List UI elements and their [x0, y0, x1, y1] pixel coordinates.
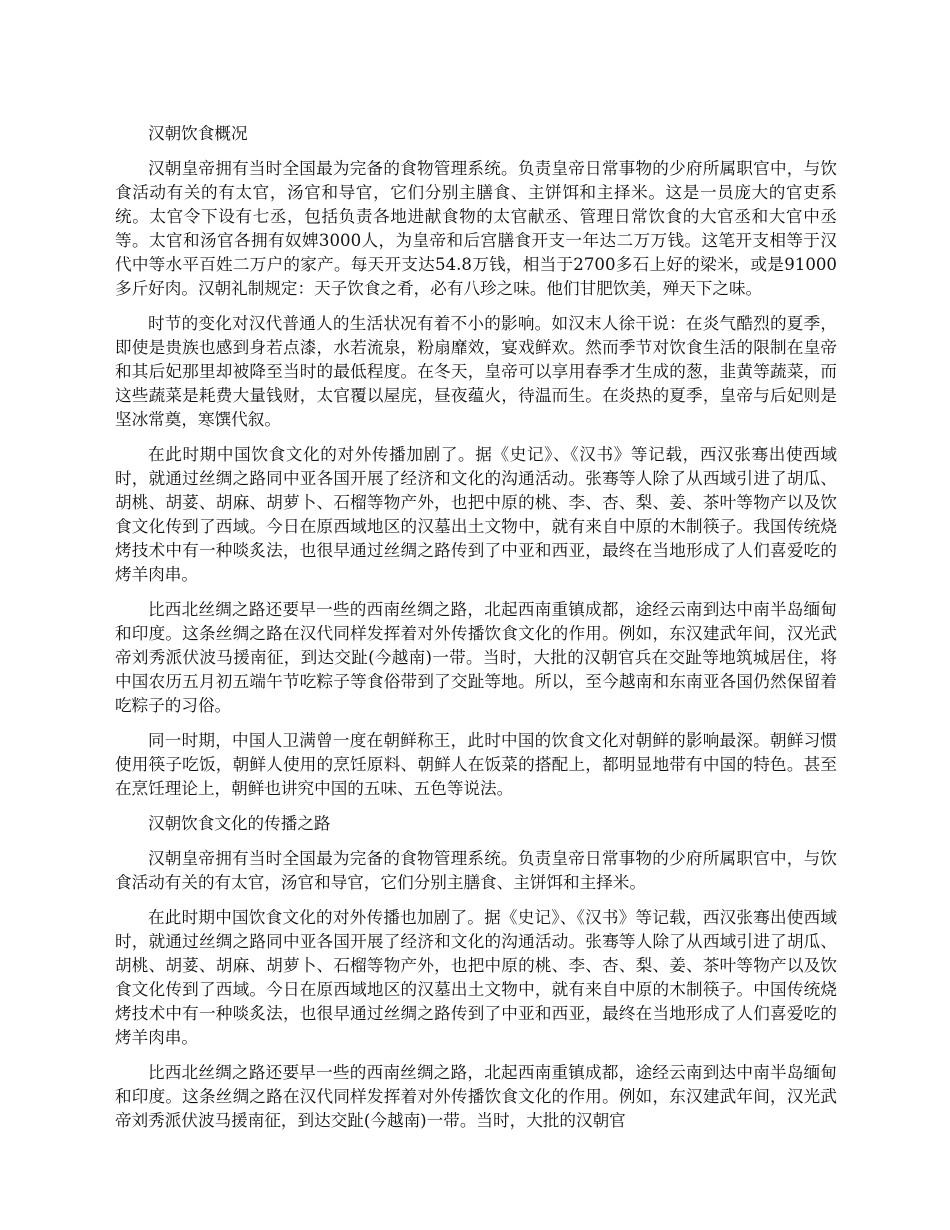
section-title-spread: 汉朝饮食文化的传播之路	[148, 814, 331, 833]
section-title-overview: 汉朝饮食概况	[148, 124, 248, 143]
paragraph-silk-road-southwest: 比西北丝绸之路还要早一些的西南丝绸之路，北起西南重镇成都，途经云南到达中南半岛缅甸和印度。这条丝绸之路在汉代同样发挥着对外传播饮食文化的作用。例如，东汉建武年间，汉光武帝刘秀派伏波马援南征，到达交趾(今越南)一带。当时，大批的汉朝官兵在交趾等地筑城居住，将中国农历五月初五端午节吃粽子等食俗带到了交趾等地。所以，至今越南和东南亚各国仍然保留着吃粽子的习俗。	[115, 600, 837, 715]
paragraph-silk-road-northwest: 在此时期中国饮食文化的对外传播加剧了。据《史记》、《汉书》等记载，西汉张骞出使西域时，就通过丝绸之路同中亚各国开展了经济和文化的沟通活动。张骞等人除了从西域引进了胡瓜、胡桃、胡荽、胡麻、胡萝卜、石榴等物产外，也把中原的桃、李、杏、梨、姜、茶叶等物产以及饮食文化传到了西域。今日在原西域地区的汉墓出土文物中，就有来自中原的木制筷子。我国传统烧烤技术中有一种啖炙法，也很早通过丝绸之路传到了中亚和西亚，最终在当地形成了人们喜爱吃的烤羊肉串。	[115, 445, 837, 584]
document-page	[115, 122, 837, 1144]
paragraph-silk-road-southwest-repeat: 比西北丝绸之路还要早一些的西南丝绸之路，北起西南重镇成都，途经云南到达中南半岛缅甸和印度。这条丝绸之路在汉代同样发挥着对外传播饮食文化的作用。例如，东汉建武年间，汉光武帝刘秀派伏波马援南征，到达交趾(今越南)一带。当时，大批的汉朝官	[115, 1063, 837, 1130]
paragraph-silk-road-northwest-repeat: 在此时期中国饮食文化的对外传播也加剧了。据《史记》、《汉书》等记载，西汉张骞出使西域时，就通过丝绸之路同中亚各国开展了经济和文化的沟通活动。张骞等人除了从西域引进了胡瓜、胡桃、胡荽、胡麻、胡萝卜、石榴等物产外，也把中原的桃、李、杏、梨、姜、茶叶等物产以及饮食文化传到了西域。今日在原西域地区的汉墓出土文物中，就有来自中原的木制筷子。中国传统烧烤技术中有一种啖炙法，也很早通过丝绸之路传到了中亚和西亚，最终在当地形成了人们喜爱吃的烤羊肉串。	[115, 908, 837, 1047]
paragraph-imperial-food-system: 汉朝皇帝拥有当时全国最为完备的食物管理系统。负责皇帝日常事物的少府所属职官中，与饮食活动有关的有太官，汤官和导官，它们分别主膳食、主饼饵和主择米。这是一员庞大的官吏系统。太官令下设有七丞，包括负责各地进献食物的太官献丞、管理日常饮食的大官丞和大官中丞等。太官和汤官各拥有奴婢3000人，为皇帝和后宫膳食开支一年达二万万钱。这笔开支相等于汉代中等水平百姓二万户的家产。每天开支达54.8万钱，相当于2700多石上好的梁米，或是91000多斤好肉。汉朝礼制规定：天子饮食之肴，必有八珍之味。他们甘肥饮美，殚天下之味。	[115, 159, 837, 298]
paragraph-imperial-food-system-repeat: 汉朝皇帝拥有当时全国最为完备的食物管理系统。负责皇帝日常事物的少府所属职官中，与饮食活动有关的有太官，汤官和导官，它们分别主膳食、主饼饵和主择米。	[115, 849, 837, 892]
paragraph-seasonal-influence: 时节的变化对汉代普通人的生活状况有着不小的影响。如汉末人徐干说：在炎气酷烈的夏季，即使是贵族也感到身若点漆，水若流泉，粉扇靡效，宴戏鲜欢。然而季节对饮食生活的限制在皇帝和其后妃那里却被降至当时的最低程度。在冬天，皇帝可以享用春季才生成的葱，韭黄等蔬菜，而这些蔬菜是耗费大量钱财，太官覆以屋庑，昼夜蕴火，待温而生。在炎热的夏季，皇帝与后妃则是坚冰常奠，寒馔代叙。	[115, 314, 837, 429]
paragraph-korea-influence: 同一时期，中国人卫满曾一度在朝鲜称王，此时中国的饮食文化对朝鲜的影响最深。朝鲜习惯使用筷子吃饭，朝鲜人使用的烹饪原料、朝鲜人在饭菜的搭配上，都明显地带有中国的特色。甚至在烹饪理论上，朝鲜也讲究中国的五味、五色等说法。	[115, 731, 837, 798]
